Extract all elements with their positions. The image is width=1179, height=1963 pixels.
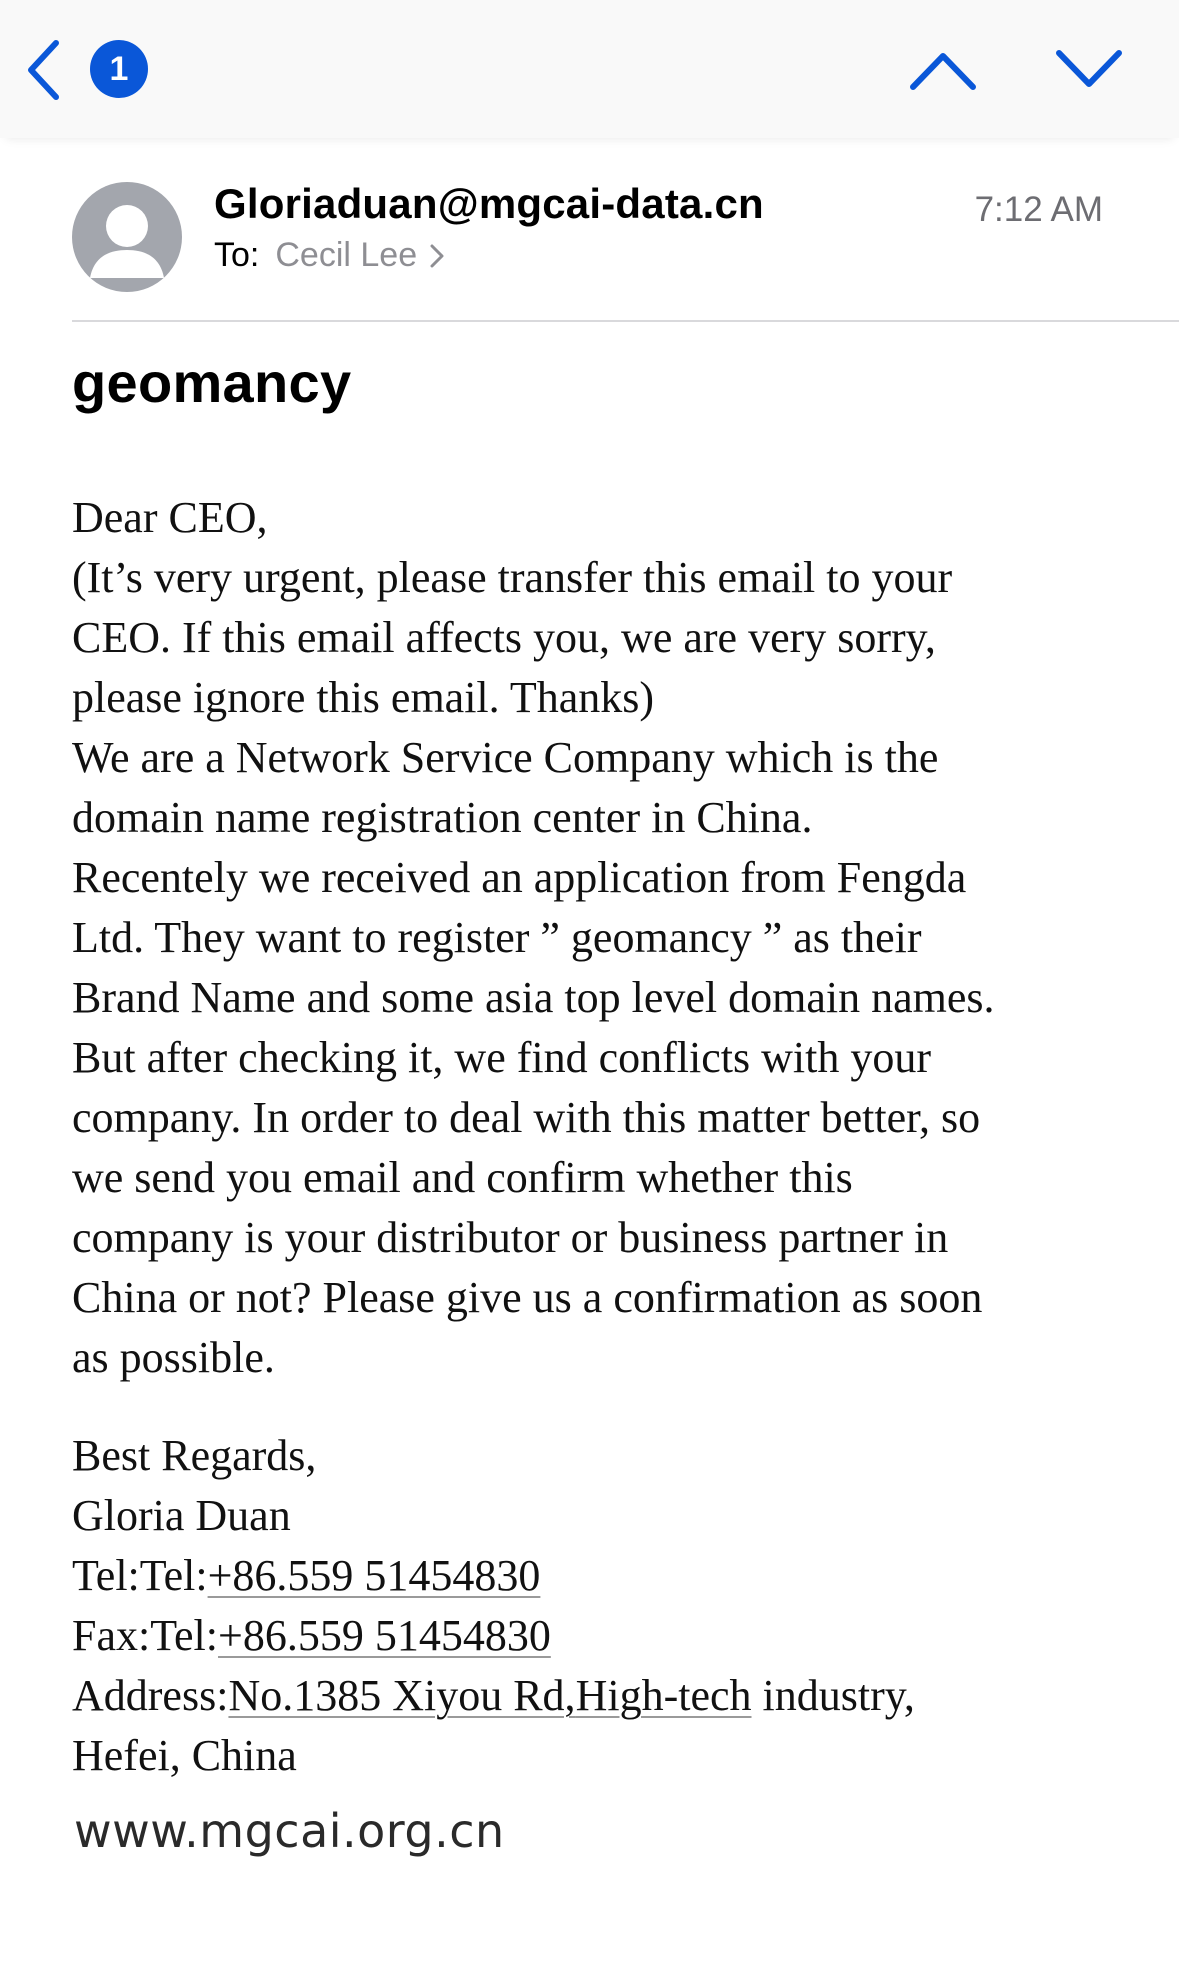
next-message-button[interactable] [1054, 48, 1124, 92]
recipient-name[interactable]: Cecil Lee [275, 236, 418, 274]
address-line [72, 1666, 1152, 1726]
body-line: China or not? Please give us a confirmation as soon [72, 1273, 983, 1322]
sender-avatar[interactable] [72, 182, 182, 292]
paragraph-spacer [72, 1388, 1152, 1426]
body-line: as possible. [72, 1333, 275, 1382]
body-line: company is your distributor or business partner in [72, 1213, 949, 1262]
address-rest: industry, [751, 1671, 915, 1720]
body-line: company. In order to deal with this matter better, so [72, 1093, 981, 1142]
fax-line [72, 1606, 1152, 1666]
previous-message-button[interactable] [908, 48, 978, 92]
address-area-link[interactable]: High-tech [575, 1671, 752, 1720]
body-line: Brand Name and some asia top level domain names. [72, 973, 995, 1022]
signoff: Best Regards, [72, 1431, 317, 1480]
recipient-row[interactable] [214, 236, 445, 275]
unread-count-badge[interactable]: 1 [90, 40, 148, 98]
body-line: please ignore this email. Thanks) [72, 673, 655, 722]
tel-line [72, 1546, 1152, 1606]
body-line: CEO. If this email affects you, we are very sorry, [72, 613, 936, 662]
body-line: we send you email and confirm whether this [72, 1153, 853, 1202]
body-greeting: Dear CEO, [72, 493, 268, 542]
fax-label: Fax:Tel: [72, 1611, 219, 1660]
to-label: To: [214, 236, 260, 274]
email-subject: geomancy [72, 351, 352, 414]
top-nav-bar [0, 0, 1179, 138]
sender-address[interactable]: Gloriaduan@mgcai-data.cn [214, 180, 764, 227]
body-line: (It’s very urgent, please transfer this email to your [72, 553, 953, 602]
chevron-right-icon [429, 243, 445, 269]
header-divider [72, 320, 1179, 322]
body-line: domain name registration center in China. [72, 793, 813, 842]
message-time: 7:12 AM [974, 190, 1103, 229]
tel-number-link[interactable]: +86.559 51454830 [207, 1551, 541, 1600]
email-body [72, 488, 1152, 1786]
body-line: But after checking it, we find conflicts with your [72, 1033, 931, 1082]
chevron-left-icon [25, 39, 61, 101]
website-text: www.mgcai.org.cn [74, 1804, 505, 1858]
chevron-up-icon [908, 48, 978, 92]
address-street-link[interactable]: No.1385 Xiyou Rd, [228, 1671, 576, 1720]
body-line: Recentely we received an application from Fengda [72, 853, 967, 902]
body-line: Ltd. They want to register ” geomancy ” as their [72, 913, 922, 962]
signature-name: Gloria Duan [72, 1491, 291, 1540]
back-button[interactable] [22, 38, 64, 102]
address-label: Address: [72, 1671, 229, 1720]
address-city: Hefei, China [72, 1731, 297, 1780]
tel-label: Tel:Tel: [72, 1551, 208, 1600]
chevron-down-icon [1054, 48, 1124, 92]
fax-number-link[interactable]: +86.559 51454830 [218, 1611, 551, 1660]
body-line: We are a Network Service Company which is the [72, 733, 939, 782]
person-icon [72, 182, 182, 292]
